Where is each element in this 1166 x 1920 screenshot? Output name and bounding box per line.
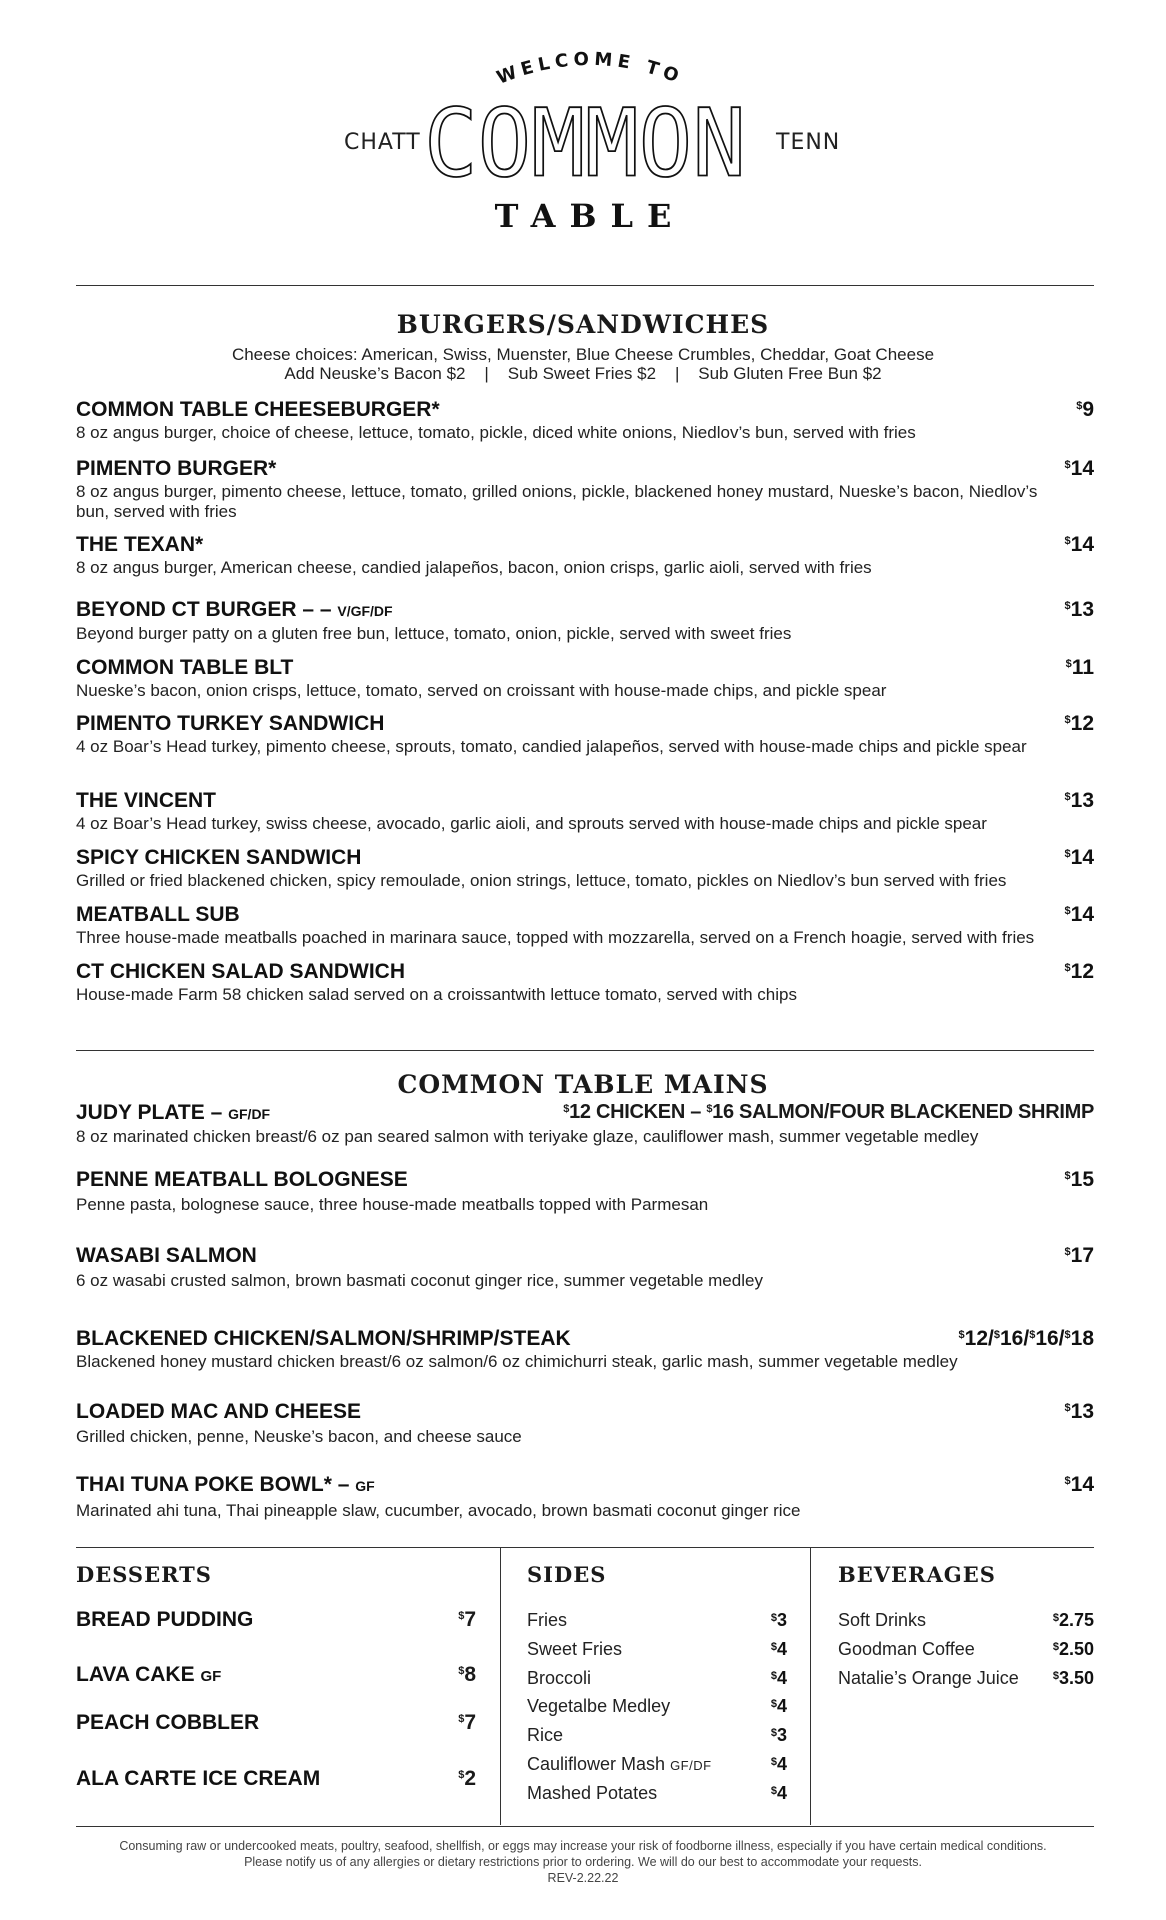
- restaurant-logo: [0, 0, 1166, 250]
- menu-item: [76, 903, 1100, 948]
- item-name: Vegetalbe Medley: [527, 1696, 671, 1717]
- item-description: Nueske’s bacon, onion crisps, lettuce, tomato, served on croissant with house-made chips, and pickle spear: [76, 681, 887, 700]
- item-name: SPICY CHICKEN SANDWICH: [76, 846, 362, 869]
- item-price: $14: [1064, 533, 1094, 556]
- item-price: $4: [770, 1638, 787, 1659]
- beverages-title: BEVERAGES: [838, 1562, 996, 1587]
- footer-line: Consuming raw or undercooked meats, poultry, seafood, shellfish, or eggs may increase your risk of foodborne illness, especially if you have certain medical conditions.: [119, 1839, 1047, 1853]
- item-description: Three house-made meatballs poached in marinara sauce, topped with mozzarella, served on a French hoagie, served with fries: [76, 928, 1035, 947]
- menu-item: [76, 846, 1100, 891]
- item-price: $7: [458, 1608, 476, 1631]
- item-price: $15: [1064, 1168, 1094, 1191]
- item-name: PEACH COBBLER: [76, 1711, 260, 1734]
- divider: [76, 285, 1094, 286]
- item-price: $9: [1076, 398, 1094, 421]
- side-item: [527, 1668, 787, 1689]
- item-description: 8 oz angus burger, pimento cheese, lettuce, tomato, grilled onions, pickle, blackened honey mustard, Nueske’s bacon, Niedlov’s bun, served with fries: [76, 482, 1038, 521]
- menu-item: [76, 1244, 1100, 1291]
- item-description: Blackened honey mustard chicken breast/6 oz salmon/6 oz chimichurri steak, garlic mash, summer vegetable medley: [76, 1352, 958, 1371]
- item-price: $12 CHICKEN – $16 SALMON/FOUR BLACKENED SHRIMP: [563, 1101, 1094, 1123]
- side-item: [527, 1754, 787, 1775]
- item-price: $14: [1064, 457, 1094, 480]
- item-description: 6 oz wasabi crusted salmon, brown basmati coconut ginger rice, summer vegetable medley: [76, 1271, 763, 1290]
- item-name: THE VINCENT: [76, 789, 217, 812]
- diet-tag: V/GF/DF: [337, 603, 393, 619]
- diet-tag: GF/DF: [670, 1758, 712, 1773]
- item-name: Cauliflower Mash: [527, 1754, 671, 1774]
- item-description: Beyond burger patty on a gluten free bun, lettuce, tomato, onion, pickle, served with sweet fries: [76, 624, 792, 643]
- divider: [76, 1547, 1094, 1548]
- item-price: $4: [770, 1754, 787, 1774]
- item-name: LOADED MAC AND CHEESE: [76, 1400, 362, 1423]
- sides-title: SIDES: [527, 1562, 607, 1587]
- item-price: $13: [1064, 789, 1094, 812]
- logo-right-word: TENN: [776, 130, 841, 155]
- item-name: MEATBALL SUB: [76, 903, 240, 926]
- item-description: 8 oz angus burger, choice of cheese, lettuce, tomato, pickle, diced white onions, Niedlov’s bun, served with fries: [76, 423, 916, 442]
- item-price: $13: [1064, 598, 1094, 621]
- column-divider: [500, 1547, 501, 1825]
- item-description: 8 oz marinated chicken breast/6 oz pan seared salmon with teriyake glaze, cauliflower mash, summer vegetable medley: [76, 1127, 979, 1146]
- item-name: Goodman Coffee: [838, 1638, 975, 1659]
- beverage-item: [838, 1639, 1094, 1660]
- item-price: $2: [458, 1767, 476, 1790]
- menu-item: [76, 1473, 1100, 1521]
- logo-brand-text: COMMON: [424, 100, 746, 190]
- item-name: COMMON TABLE BLT: [76, 656, 294, 679]
- divider: [76, 1050, 1094, 1051]
- item-price: $3.50: [1052, 1667, 1094, 1688]
- menu-item: [76, 533, 1100, 578]
- item-name: WASABI SALMON: [76, 1244, 257, 1267]
- menu-item: [76, 398, 1100, 443]
- menu-item: [76, 656, 1100, 701]
- item-price: $2.75: [1052, 1610, 1094, 1630]
- item-name: Fries: [527, 1610, 567, 1630]
- item-name: THE TEXAN*: [76, 533, 204, 556]
- item-name: CT CHICKEN SALAD SANDWICH: [76, 960, 405, 983]
- addons-note: Add Neuske’s Bacon $2 | Sub Sweet Fries $2 | Sub Gluten Free Bun $2: [284, 364, 882, 383]
- item-name: COMMON TABLE CHEESEBURGER*: [76, 398, 440, 421]
- item-description: 4 oz Boar’s Head turkey, pimento cheese, sprouts, tomato, candied jalapeños, served with house-made chips and pickle spear: [76, 737, 1027, 756]
- beverage-item: [838, 1610, 1094, 1631]
- footer-line: Please notify us of any allergies or dietary restrictions prior to ordering. We will do our best to accommodate your requests.: [244, 1855, 922, 1869]
- item-name: Natalie’s Orange Juice: [838, 1667, 1019, 1688]
- dessert-item: [76, 1711, 476, 1735]
- dessert-item: [76, 1608, 476, 1632]
- footer-disclaimer: [0, 1838, 1166, 1886]
- item-name: LAVA CAKE GF: [76, 1663, 222, 1686]
- item-name: PENNE MEATBALL BOLOGNESE: [76, 1168, 408, 1191]
- item-price: $3: [770, 1725, 787, 1746]
- menu-item: [76, 1400, 1100, 1447]
- burgers-section-title: BURGERS/SANDWICHES: [396, 310, 770, 339]
- diet-tag: GF/DF: [228, 1106, 271, 1122]
- item-price: $3: [770, 1610, 787, 1630]
- desserts-title: DESSERTS: [76, 1562, 212, 1587]
- item-description: Marinated ahi tuna, Thai pineapple slaw, cucumber, avocado, brown basmati coconut ginger rice: [76, 1501, 801, 1520]
- item-price: $4: [770, 1667, 787, 1688]
- item-price: $4: [770, 1696, 787, 1717]
- item-name: BLACKENED CHICKEN/SALMON/SHRIMP/STEAK: [76, 1327, 571, 1350]
- item-price: $11: [1065, 656, 1094, 679]
- item-price: $14: [1064, 846, 1094, 869]
- item-price: $12/$16/$16/$18: [958, 1327, 1094, 1350]
- item-name: Broccoli: [527, 1667, 592, 1688]
- item-name: JUDY PLATE – GF/DF: [76, 1101, 271, 1124]
- logo-left-word: CHATT: [344, 130, 421, 155]
- item-name: Mashed Potates: [527, 1782, 658, 1803]
- dessert-item: [76, 1767, 476, 1791]
- beverage-item: [838, 1668, 1094, 1689]
- side-item: [527, 1610, 787, 1631]
- menu-item: [76, 960, 1100, 1005]
- welcome-text: WELCOME TO: [493, 48, 687, 89]
- logo-sub-brand: TABLE: [494, 197, 686, 235]
- item-name: ALA CARTE ICE CREAM: [76, 1767, 321, 1790]
- menu-item-judy-plate: [76, 1101, 1100, 1147]
- item-name: PIMENTO TURKEY SANDWICH: [76, 712, 385, 735]
- item-price: $17: [1064, 1244, 1094, 1267]
- dessert-item: [76, 1663, 476, 1687]
- item-price: $4: [770, 1782, 787, 1803]
- item-price: $14: [1064, 1473, 1094, 1496]
- side-item: [527, 1639, 787, 1660]
- menu-item: [76, 789, 1100, 834]
- item-price: $12: [1064, 960, 1094, 983]
- divider: [76, 1826, 1094, 1827]
- item-price: $2.50: [1052, 1638, 1094, 1659]
- revision-label: REV-2.22.22: [547, 1871, 619, 1885]
- menu-item: [76, 598, 1100, 644]
- item-name: PIMENTO BURGER*: [76, 457, 277, 480]
- svg-text:WELCOME TO: [494, 49, 686, 89]
- item-name: Soft Drinks: [838, 1610, 927, 1630]
- item-description: 4 oz Boar’s Head turkey, swiss cheese, avocado, garlic aioli, and sprouts served with house-made chips and pickle spear: [76, 814, 987, 833]
- diet-tag: GF: [355, 1478, 375, 1494]
- side-item: [527, 1725, 787, 1746]
- menu-item: [76, 457, 1100, 522]
- item-name: BREAD PUDDING: [76, 1608, 254, 1631]
- logo-common-wordmark: [420, 100, 750, 190]
- column-divider: [810, 1547, 811, 1825]
- menu-item: [76, 1168, 1100, 1215]
- item-name: Sweet Fries: [527, 1638, 623, 1659]
- item-price: $14: [1064, 903, 1094, 926]
- item-name: THAI TUNA POKE BOWL* – GF: [76, 1473, 375, 1496]
- menu-item-blackened: [76, 1327, 1100, 1372]
- item-price: $8: [458, 1663, 476, 1686]
- item-name: BEYOND CT BURGER – – V/GF/DF: [76, 598, 393, 621]
- mains-section-title: COMMON TABLE MAINS: [397, 1070, 769, 1099]
- item-price: $12: [1064, 712, 1094, 735]
- diet-tag: GF: [200, 1668, 222, 1685]
- menu-item: [76, 712, 1100, 757]
- item-price: $7: [458, 1711, 476, 1734]
- side-item: [527, 1783, 787, 1804]
- item-description: House-made Farm 58 chicken salad served on a croissantwith lettuce tomato, served with chips: [76, 985, 797, 1004]
- item-description: Grilled chicken, penne, Neuske’s bacon, and cheese sauce: [76, 1427, 522, 1446]
- item-description: Grilled or fried blackened chicken, spicy remoulade, onion strings, lettuce, tomato, pickles on Niedlov’s bun served with fries: [76, 871, 1007, 890]
- item-description: 8 oz angus burger, American cheese, candied jalapeños, bacon, onion crisps, garlic aioli, served with fries: [76, 558, 872, 577]
- cheese-choices-note: Cheese choices: American, Swiss, Muenster, Blue Cheese Crumbles, Cheddar, Goat Cheese: [231, 345, 935, 364]
- item-price: $13: [1064, 1400, 1094, 1423]
- item-description: Penne pasta, bolognese sauce, three house-made meatballs topped with Parmesan: [76, 1195, 709, 1214]
- item-name: Rice: [527, 1725, 564, 1746]
- welcome-arc-text: [0, 0, 1166, 100]
- side-item: [527, 1696, 787, 1717]
